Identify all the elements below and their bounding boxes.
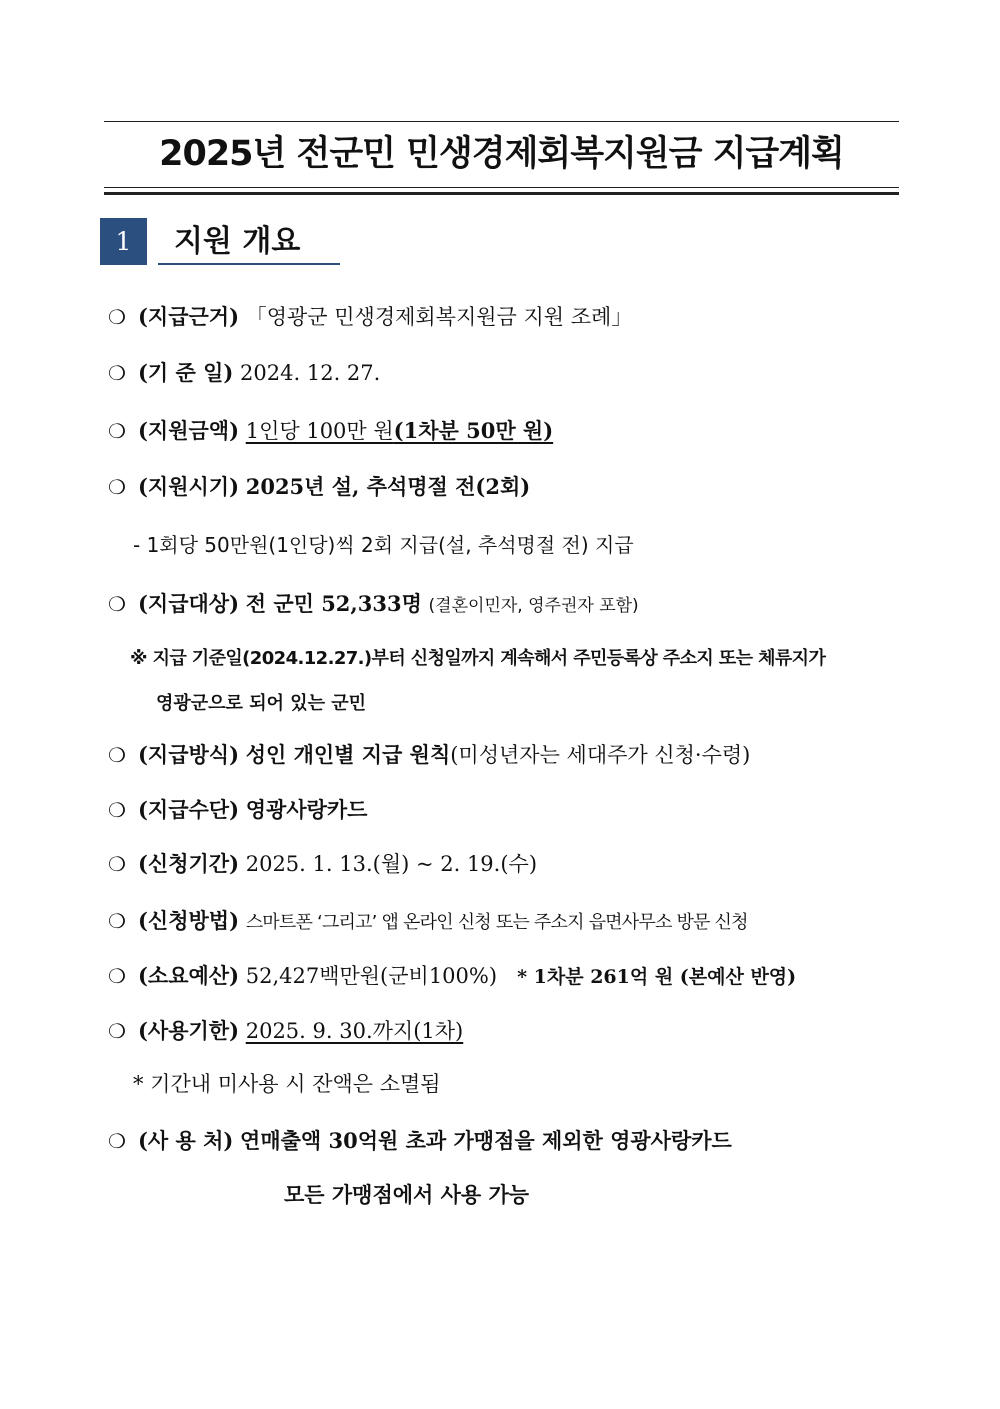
title-box	[104, 121, 899, 195]
item-label: (소요예산)	[138, 963, 240, 988]
item-apply-period	[108, 849, 537, 879]
item-period	[108, 472, 530, 502]
circle-bullet-icon: ❍	[108, 592, 126, 616]
circle-bullet-icon: ❍	[108, 964, 126, 988]
item-value: (미성년자는 세대주가 신청·수령)	[450, 743, 751, 767]
item-note: (결혼이민자, 영주권자 포함)	[428, 596, 639, 616]
period-detail: - 1회당 50만원(1인당)씩 2회 지급(설, 추석명절 전) 지급	[133, 533, 634, 557]
item-expiry	[108, 1016, 463, 1046]
item-value: 영광사랑카드	[245, 797, 368, 822]
item-value: 「영광군 민생경제회복지원금 지원 조례」	[245, 305, 633, 329]
circle-bullet-icon: ❍	[108, 909, 126, 933]
item-usage	[108, 1126, 732, 1156]
usage-line2: 모든 가맹점에서 사용 가능	[284, 1182, 530, 1207]
item-amount	[108, 416, 553, 446]
item-label: (기 준 일)	[138, 360, 234, 385]
circle-bullet-icon: ❍	[108, 852, 126, 876]
item-note: * 1차분 261억 원 (본예산 반영)	[517, 966, 797, 988]
item-value: 2025년 설, 추석명절 전(2회)	[245, 474, 531, 499]
circle-bullet-icon: ❍	[108, 419, 126, 443]
circle-bullet-icon: ❍	[108, 1129, 126, 1153]
item-label: (사 용 처)	[138, 1128, 234, 1153]
item-value-bold: (1차분 50만 원)	[393, 418, 554, 443]
item-value: 52,427백만원(군비100%)	[245, 964, 498, 988]
item-label: (지급방식)	[138, 742, 240, 767]
title-rule-top	[104, 121, 899, 122]
item-value: 연매출액 30억원 초과 가맹점을 제외한 영광사랑카드	[240, 1128, 732, 1153]
item-value: 스마트폰 ‘그리고’ 앱 온라인 신청 또는 주소지 읍면사무소 방문 신청	[245, 912, 748, 933]
item-label: (사용기한)	[138, 1018, 240, 1043]
item-value: 2024. 12. 27.	[240, 361, 381, 385]
circle-bullet-icon: ❍	[108, 305, 126, 329]
item-label: (지급수단)	[138, 797, 240, 822]
section-number: 1	[100, 218, 147, 265]
item-value: 2025. 9. 30.까지(1차)	[245, 1019, 464, 1043]
item-ref-date	[108, 358, 380, 388]
item-label: (지급대상)	[138, 591, 240, 616]
item-means	[108, 795, 367, 825]
expiry-note: * 기간내 미사용 시 잔액은 소멸됨	[133, 1072, 441, 1096]
circle-bullet-icon: ❍	[108, 1019, 126, 1043]
item-label: (지급근거)	[138, 304, 240, 329]
circle-bullet-icon: ❍	[108, 361, 126, 385]
title-rule-bottom-thin	[104, 187, 899, 188]
circle-bullet-icon: ❍	[108, 743, 126, 767]
item-apply-method	[108, 906, 748, 938]
item-label: (신청방법)	[138, 908, 240, 933]
item-label: (지원시기)	[138, 474, 240, 499]
title-rule-bottom-thick	[104, 192, 899, 195]
item-value-bold: 성인 개인별 지급 원칙	[245, 742, 451, 767]
circle-bullet-icon: ❍	[108, 475, 126, 499]
item-method	[108, 740, 750, 770]
item-value: 전 군민 52,333명	[245, 591, 422, 616]
item-target	[108, 589, 639, 621]
item-label: (신청기간)	[138, 851, 240, 876]
section-title: 지원 개요	[158, 218, 340, 265]
item-basis	[108, 302, 632, 332]
target-note-line1: ※ 지급 기준일(2024.12.27.)부터 신청일까지 계속해서 주민등록상 주소지 또는 체류지가	[130, 648, 826, 669]
circle-bullet-icon: ❍	[108, 798, 126, 822]
item-budget	[108, 961, 796, 992]
item-label: (지원금액)	[138, 418, 240, 443]
target-note-line2: 영광군으로 되어 있는 군민	[156, 693, 367, 714]
document-title: 2025년 전군민 민생경제회복지원금 지급계획	[159, 134, 844, 174]
item-value: 2025. 1. 13.(월) ~ 2. 19.(수)	[245, 852, 538, 876]
item-value: 1인당 100만 원	[245, 419, 394, 443]
